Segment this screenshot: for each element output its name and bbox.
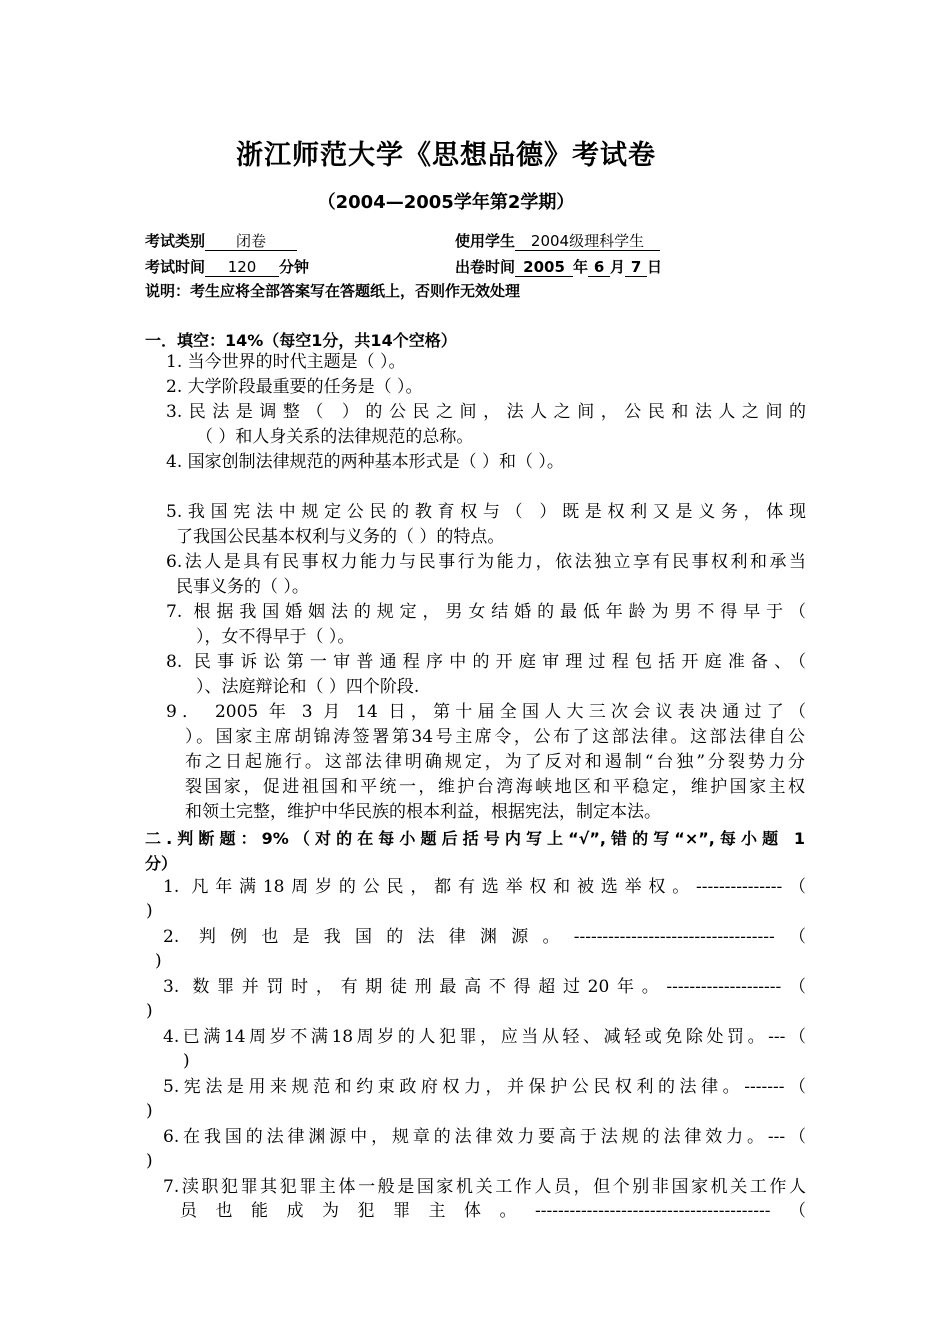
tf-q3: 3. 数罪并罚时，有期徒刑最高不得超过20年。--------------------（ bbox=[163, 977, 806, 997]
fill-q9-line5: 和领土完整，维护中华民族的根本利益，根据宪法，制定本法。 bbox=[185, 802, 661, 822]
tf-q3-paren: ) bbox=[146, 1001, 153, 1021]
fill-q3-line1: 3.民法是调整（ ）的公民之间，法人之间，公民和法人之间的 bbox=[166, 402, 806, 422]
tf-q4-paren: ) bbox=[183, 1051, 190, 1071]
tf-q2-paren: ) bbox=[155, 951, 162, 971]
fill-q5-line2: 了我国公民基本权利与义务的（ ）的特点。 bbox=[176, 527, 505, 547]
fill-q7-line1: 7. 根据我国婚姻法的规定，男女结婚的最低年龄为男不得早于（ bbox=[166, 602, 806, 622]
tf-q6-paren: ) bbox=[146, 1151, 153, 1171]
fill-q6-line2: 民事义务的（ ）。 bbox=[176, 577, 309, 597]
section-true-false-heading: 二.判断题：9%（对的在每小题后括号内写上“√”,错的写“×”,每小题 1 bbox=[145, 829, 805, 848]
students-label: 使用学生 bbox=[455, 232, 516, 250]
month-unit: 月 bbox=[610, 258, 626, 276]
tf-q2: 2. 判例也是我国的法律渊源。-----------------------------------（ bbox=[163, 927, 806, 947]
exam-time-unit: 分钟 bbox=[279, 258, 310, 276]
section-true-false-heading-cont: 分） bbox=[145, 854, 178, 873]
fill-q9-line3: 布之日起施行。这部法律明确规定，为了反对和遏制“台独”分裂势力分 bbox=[185, 752, 805, 772]
tf-q5: 5.宪法是用来规范和约束政府权力，并保护公民权利的法律。-------（ bbox=[163, 1077, 806, 1097]
section-fill-blank-heading: 一．填空：14%（每空1分，共14个空格） bbox=[145, 331, 457, 350]
fill-q5-line1: 5.我国宪法中规定公民的教育权与（ ）既是权利又是义务，体现 bbox=[166, 502, 806, 522]
students-value: 2004级理科学生 bbox=[515, 232, 660, 251]
exam-title: 浙江师范大学《思想品德》考试卷 bbox=[236, 140, 656, 171]
issue-day: 7 bbox=[625, 258, 647, 277]
students-row bbox=[455, 230, 660, 251]
fill-q3-line2: （ ）和人身关系的法律规范的总称。 bbox=[196, 427, 474, 447]
issue-date-label: 出卷时间 bbox=[455, 258, 516, 276]
tf-q7-line1: 7.渎职犯罪其犯罪主体一般是国家机关工作人员，但个别非国家机关工作人 bbox=[163, 1177, 806, 1197]
exam-time-label: 考试时间 bbox=[145, 258, 206, 276]
fill-q2: 2. 大学阶段最重要的任务是（ ）。 bbox=[166, 377, 423, 397]
tf-q7-line2: 员也能成为犯罪主体。-----------------------------------------（ bbox=[180, 1201, 806, 1221]
fill-q1: 1. 当今世界的时代主题是（ ）。 bbox=[166, 352, 406, 372]
fill-q9-line1: 9． 2005 年 3 月 14 日，第十届全国人大三次会议表决通过了（ bbox=[166, 702, 806, 722]
issue-month: 6 bbox=[588, 258, 610, 277]
note-text: 说明：考生应将全部答案写在答题纸上，否则作无效处理 bbox=[145, 282, 521, 300]
exam-type-value: 闭卷 bbox=[205, 232, 297, 251]
fill-q4: 4. 国家创制法律规范的两种基本形式是（ ）和（ ）。 bbox=[166, 452, 564, 472]
issue-date-row bbox=[455, 256, 662, 277]
instructions-note bbox=[145, 280, 520, 301]
fill-q9-line4: 裂国家，促进祖国和平统一，维护台湾海峡地区和平稳定，维护国家主权 bbox=[185, 777, 805, 797]
issue-year: 2005 bbox=[515, 258, 573, 277]
year-unit: 年 bbox=[573, 258, 589, 276]
tf-q5-paren: ) bbox=[146, 1101, 153, 1121]
exam-type-row bbox=[145, 230, 297, 251]
exam-subtitle: （2004—2005学年第2学期） bbox=[317, 192, 575, 213]
fill-q7-line2: ），女不得早于（ ）。 bbox=[196, 627, 355, 647]
exam-time-row bbox=[145, 256, 309, 277]
fill-q8-line2: ）、法庭辩论和（ ）四个阶段. bbox=[196, 677, 420, 697]
fill-q9-line2: ）。国家主席胡锦涛签署第34号主席令，公布了这部法律。这部法律自公 bbox=[185, 727, 805, 747]
tf-q1: 1. 凡年满18周岁的公民，都有选举权和被选举权。---------------（ bbox=[163, 877, 806, 897]
fill-q6-line1: 6.法人是具有民事权力能力与民事行为能力，依法独立享有民事权利和承当 bbox=[166, 552, 806, 572]
day-unit: 日 bbox=[647, 258, 663, 276]
exam-type-label: 考试类别 bbox=[145, 232, 206, 250]
tf-q6: 6.在我国的法律渊源中，规章的法律效力要高于法规的法律效力。---（ bbox=[163, 1127, 806, 1147]
exam-time-value: 120 bbox=[205, 258, 279, 277]
fill-q8-line1: 8. 民事诉讼第一审普通程序中的开庭审理过程包括开庭准备、（ bbox=[166, 652, 806, 672]
tf-q1-paren: ) bbox=[146, 901, 153, 921]
tf-q4: 4.已满14周岁不满18周岁的人犯罪，应当从轻、减轻或免除处罚。---（ bbox=[163, 1027, 806, 1047]
